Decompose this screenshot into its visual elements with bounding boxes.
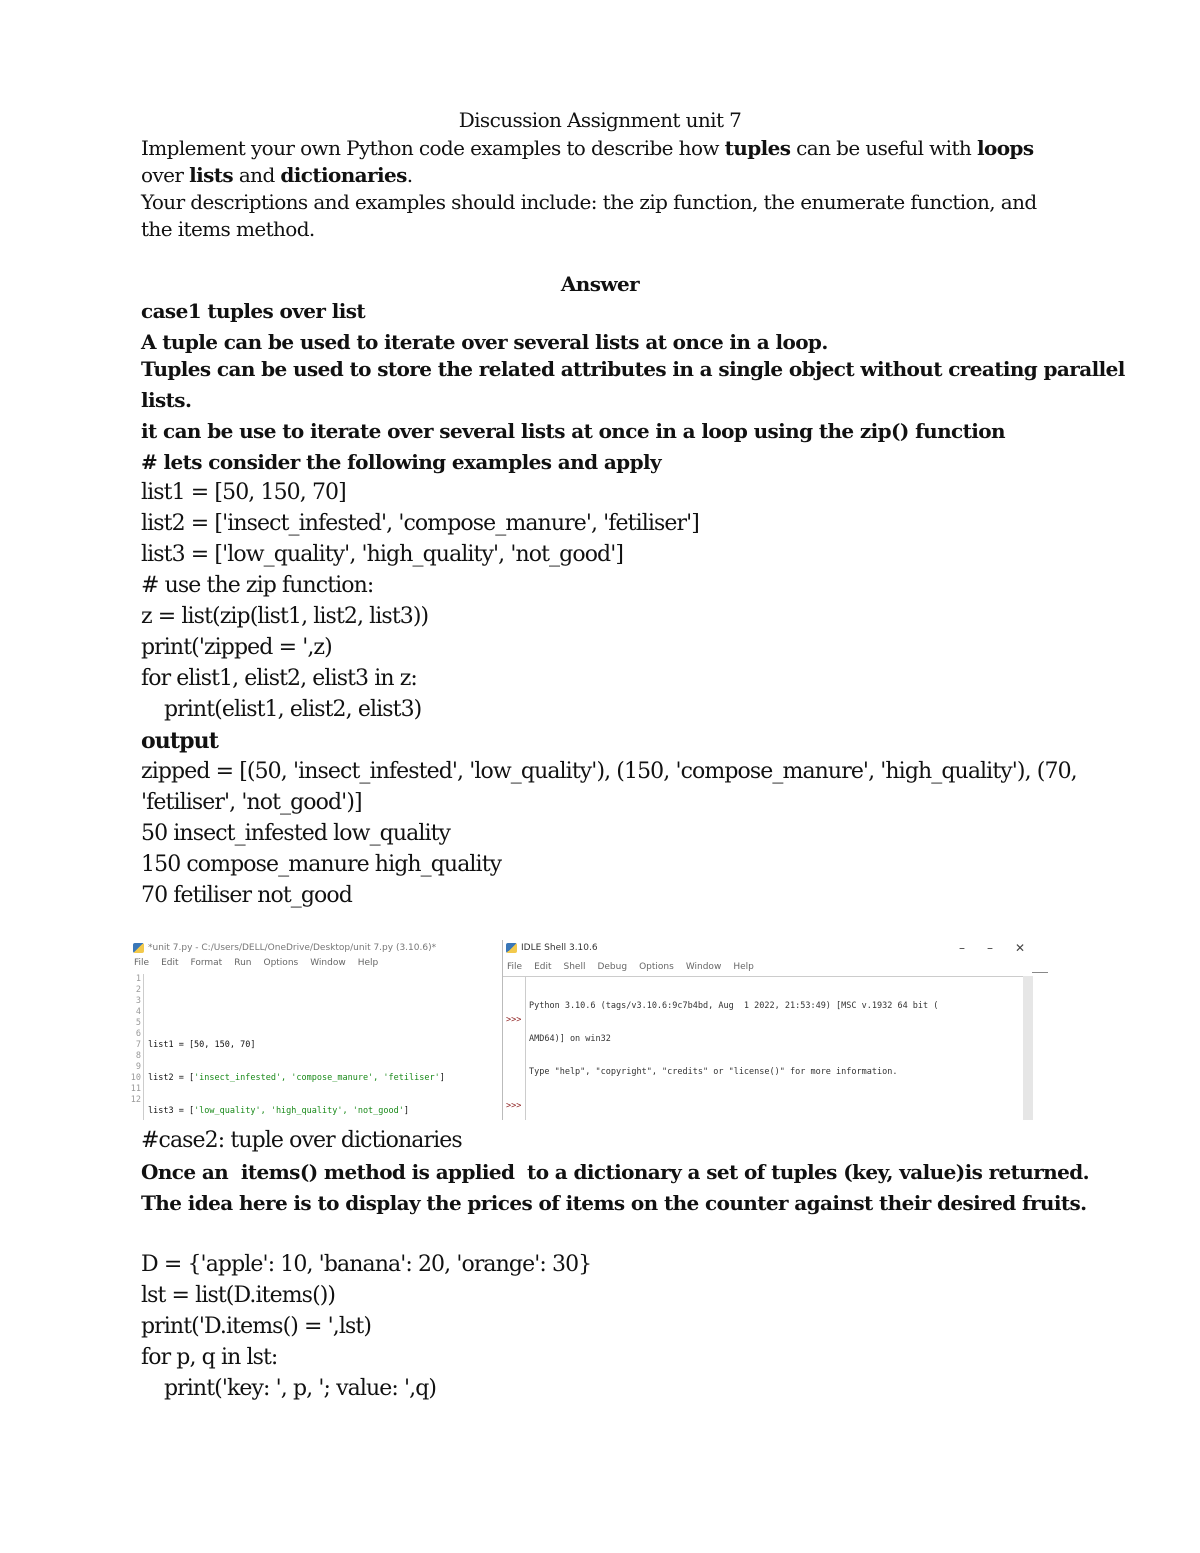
code-token: list3 = [: [148, 1106, 195, 1116]
line-number: 2: [135, 985, 141, 995]
python-file-icon: [133, 943, 144, 953]
line-number: 5: [135, 1018, 141, 1028]
menu-edit[interactable]: Edit: [534, 962, 552, 972]
intro-bold-tuples: tuples: [724, 136, 791, 160]
code-string: 'low_quality', 'high_quality', 'not_good': [194, 1106, 404, 1116]
window-controls: [937, 940, 1025, 956]
intro-bold-loops: loops: [976, 136, 1034, 160]
case1-paragraph-2b: lists.: [141, 388, 192, 412]
idle-icon: [506, 943, 517, 953]
case1-code-line: z = list(zip(list1, list2, list3)): [141, 604, 429, 629]
case2-heading: #case2: tuple over dictionaries: [141, 1128, 462, 1153]
case1-paragraph-3: it can be use to iterate over several lists at once in a loop using the zip() function: [141, 419, 1005, 443]
intro-bold-dictionaries: dictionaries: [280, 163, 407, 187]
case1-code-line: print(elist1, elist2, elist3): [164, 697, 422, 722]
case2-code-line: print('key: ', p, '; value: ',q): [164, 1376, 437, 1401]
output-label: output: [141, 728, 218, 754]
shell-banner: Type "help", "copyright", "credits" or "license()" for more information.: [529, 1067, 898, 1077]
intro-text: can be useful with: [790, 136, 977, 160]
shell-body[interactable]: [503, 976, 1033, 1120]
intro-line-2: [141, 163, 413, 187]
case1-paragraph-2a: Tuples can be used to store the related attributes in a single object without creating parallel: [141, 357, 1125, 381]
code-token: ]: [439, 1073, 445, 1083]
intro-line-4: the items method.: [141, 217, 315, 241]
editor-title: *unit 7.py - C:/Users/DELL/OneDrive/Desktop/unit 7.py (3.10.6)*: [148, 943, 437, 953]
shell-title-bar: [503, 940, 1033, 956]
menu-window[interactable]: Window: [310, 958, 346, 968]
case2-paragraph-2: The idea here is to display the prices of items on the counter against their desired fruits.: [141, 1191, 1087, 1215]
output-line: 50 insect_infested low_quality: [141, 821, 451, 846]
case1-heading: case1 tuples over list: [141, 299, 365, 323]
code-string: 'insect_infested', 'compose_manure', 'fetiliser': [194, 1073, 440, 1083]
editor-code-line: list1 = [50, 150, 70]: [148, 1040, 256, 1050]
editor-code: [148, 974, 445, 1120]
case1-code-line: list2 = ['insect_infested', 'compose_manure', 'fetiliser']: [141, 511, 699, 536]
shell-banner: AMD64)] on win32: [529, 1034, 611, 1044]
editor-code-line: [148, 1106, 445, 1117]
case1-code-line: print('zipped = ',z): [141, 635, 332, 660]
shell-output: [529, 979, 938, 1120]
output-line: 150 compose_manure high_quality: [141, 852, 502, 877]
menu-window[interactable]: Window: [685, 962, 722, 972]
line-number: 12: [130, 1095, 141, 1105]
line-number: 11: [130, 1084, 141, 1094]
shell-menu-bar: [503, 960, 1033, 974]
menu-shell[interactable]: Shell: [563, 962, 586, 972]
intro-line-3: Your descriptions and examples should include: the zip function, the enumerate function, and: [141, 190, 1037, 214]
shell-title: IDLE Shell 3.10.6: [521, 943, 598, 953]
line-number: 8: [135, 1051, 141, 1061]
minimize-button[interactable]: –: [958, 941, 965, 955]
case1-paragraph-4: # lets consider the following examples and apply: [141, 450, 661, 474]
menu-edit[interactable]: Edit: [161, 958, 179, 968]
menu-options[interactable]: Options: [639, 962, 674, 972]
line-number: 3: [135, 996, 141, 1006]
shell-banner: Python 3.10.6 (tags/v3.10.6:9c7b4bd, Aug 1 2022, 21:53:49) [MSC v.1932 64 bit (: [529, 1001, 939, 1011]
case1-code-line: list3 = ['low_quality', 'high_quality', 'not_good']: [141, 542, 624, 567]
case1-code-line: list1 = [50, 150, 70]: [141, 480, 346, 505]
menu-format[interactable]: Format: [190, 958, 223, 968]
code-token: list2 = [: [148, 1073, 195, 1083]
divider-line: [1032, 972, 1048, 973]
case2-code-line: print('D.items() = ',lst): [141, 1314, 372, 1339]
case2-paragraph-1: Once an items() method is applied to a dictionary a set of tuples (key, value)is returned.: [141, 1160, 1089, 1184]
shell-scrollbar[interactable]: [1023, 976, 1033, 1120]
menu-help[interactable]: Help: [733, 962, 754, 972]
editor-menu-bar: [130, 956, 492, 970]
case2-code-line: lst = list(D.items()): [141, 1283, 336, 1308]
case2-code-line: D = {'apple': 10, 'banana': 20, 'orange': 30}: [141, 1252, 592, 1277]
idle-editor-screenshot: [130, 940, 492, 1120]
menu-options[interactable]: Options: [263, 958, 299, 968]
intro-text: .: [406, 163, 413, 187]
maximize-button[interactable]: –: [986, 941, 993, 955]
close-button[interactable]: ✕: [1014, 941, 1025, 955]
menu-file[interactable]: File: [507, 962, 523, 972]
output-line: 'fetiliser', 'not_good')]: [141, 790, 362, 815]
output-line: 70 fetiliser not_good: [141, 883, 352, 908]
shell-prompt: >>>: [506, 1101, 522, 1111]
menu-debug[interactable]: Debug: [597, 962, 628, 972]
line-number: 4: [135, 1007, 141, 1017]
menu-run[interactable]: Run: [234, 958, 252, 968]
document-title: Discussion Assignment unit 7: [458, 108, 742, 132]
code-token: ]: [403, 1106, 410, 1116]
line-number: 9: [135, 1062, 141, 1072]
shell-prompt: >>>: [506, 1015, 522, 1025]
menu-help[interactable]: Help: [357, 958, 379, 968]
editor-body[interactable]: [130, 974, 492, 1120]
line-number: 10: [130, 1073, 141, 1083]
intro-line-1: [141, 136, 1033, 160]
line-number: 1: [135, 974, 141, 984]
intro-text: and: [233, 163, 281, 187]
output-line: zipped = [(50, 'insect_infested', 'low_quality'), (150, 'compose_manure', 'high_quality'), (70,: [141, 759, 1077, 784]
line-number: 7: [135, 1040, 141, 1050]
idle-shell-screenshot: [502, 940, 1033, 1120]
case1-code-line: for elist1, elist2, elist3 in z:: [141, 666, 417, 691]
editor-code-line: [148, 1073, 445, 1084]
editor-title-bar: [130, 940, 492, 956]
line-number-gutter: [130, 974, 144, 1120]
case2-code-line: for p, q in lst:: [141, 1345, 278, 1370]
menu-file[interactable]: File: [134, 958, 150, 968]
line-number: 6: [135, 1029, 141, 1039]
intro-text: Implement your own Python code examples to describe how: [141, 136, 725, 160]
answer-heading: Answer: [560, 272, 640, 296]
case1-paragraph-1: A tuple can be used to iterate over several lists at once in a loop.: [141, 330, 828, 354]
intro-text: over: [141, 163, 190, 187]
prompt-gutter: [503, 977, 526, 1120]
intro-bold-lists: lists: [189, 163, 234, 187]
case1-code-line: # use the zip function:: [141, 573, 374, 598]
